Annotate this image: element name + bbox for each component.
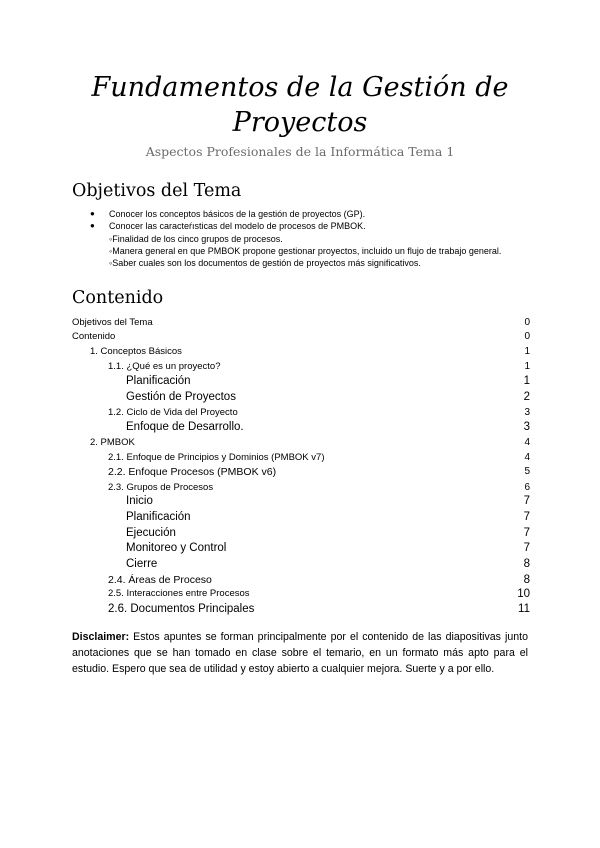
- bullet-icon: ●: [90, 209, 95, 218]
- toc-page-number: 11: [518, 603, 530, 615]
- document-subtitle: Aspectos Profesionales de la Informática Tema 1: [145, 144, 455, 159]
- toc-page-number: 7: [523, 511, 530, 523]
- list-item: ● Conocer las caracteŕısticas del modelo de procesos de PMBOK.: [90, 221, 366, 232]
- list-item: ● Conocer los conceptos básicos de la gestión de proyectos (GP).: [90, 209, 366, 219]
- list-subitem: ◦Saber cuales son los documentos de gestión de proyectos más significativos.: [109, 258, 421, 269]
- bullet-icon: ●: [90, 221, 95, 231]
- disclaimer-paragraph: [72, 629, 528, 677]
- toc-page-number: 4: [524, 437, 530, 448]
- toc-page-number: 8: [523, 558, 530, 570]
- toc-page-number: 1: [524, 346, 530, 357]
- document-title-line-1: Fundamentos de la Gestión de: [91, 72, 509, 103]
- toc-page-number: 8: [523, 574, 530, 586]
- toc-page-number: 1: [524, 361, 530, 372]
- document-title-line-2: Proyectos: [232, 107, 368, 138]
- toc-page-number: 1: [523, 375, 530, 387]
- objetivos-heading: Objetivos del Tema: [72, 181, 242, 201]
- toc-page-number: 7: [523, 495, 530, 507]
- toc-page-number: 10: [517, 588, 530, 600]
- contenido-heading: Contenido: [72, 288, 164, 308]
- toc-page-number: 3: [524, 407, 530, 418]
- disclaimer-label: Disclaimer:: [72, 631, 130, 643]
- toc-page-number: 7: [523, 527, 530, 539]
- list-subitem: ◦Manera general en que PMBOK propone gestionar proyectos, incluido un flujo de trabajo general.: [109, 245, 502, 256]
- document-title: [0, 70, 600, 140]
- toc-page-number: 0: [524, 317, 530, 328]
- toc-page-number: 7: [523, 542, 530, 554]
- toc-page-number: 3: [523, 421, 530, 433]
- toc-page-number: 2: [523, 391, 530, 403]
- toc-page-number: 4: [524, 452, 530, 463]
- disclaimer-text: Estos apuntes se forman principalmente por el contenido de las diapositivas junto anotaciones que se han tomado en clase sobre el temario, en un formato más apto para el estudio. Espero que sea de utilidad y estoy abierto a cualquier mejora. Suerte y a por ello.: [72, 631, 528, 675]
- objetivos-list: [90, 208, 550, 269]
- toc-page-number: 0: [524, 331, 530, 342]
- toc-page-number: 5: [524, 466, 530, 477]
- list-subitem: ◦Finalidad de los cinco grupos de procesos.: [109, 233, 283, 244]
- toc-page-number: 6: [524, 482, 530, 493]
